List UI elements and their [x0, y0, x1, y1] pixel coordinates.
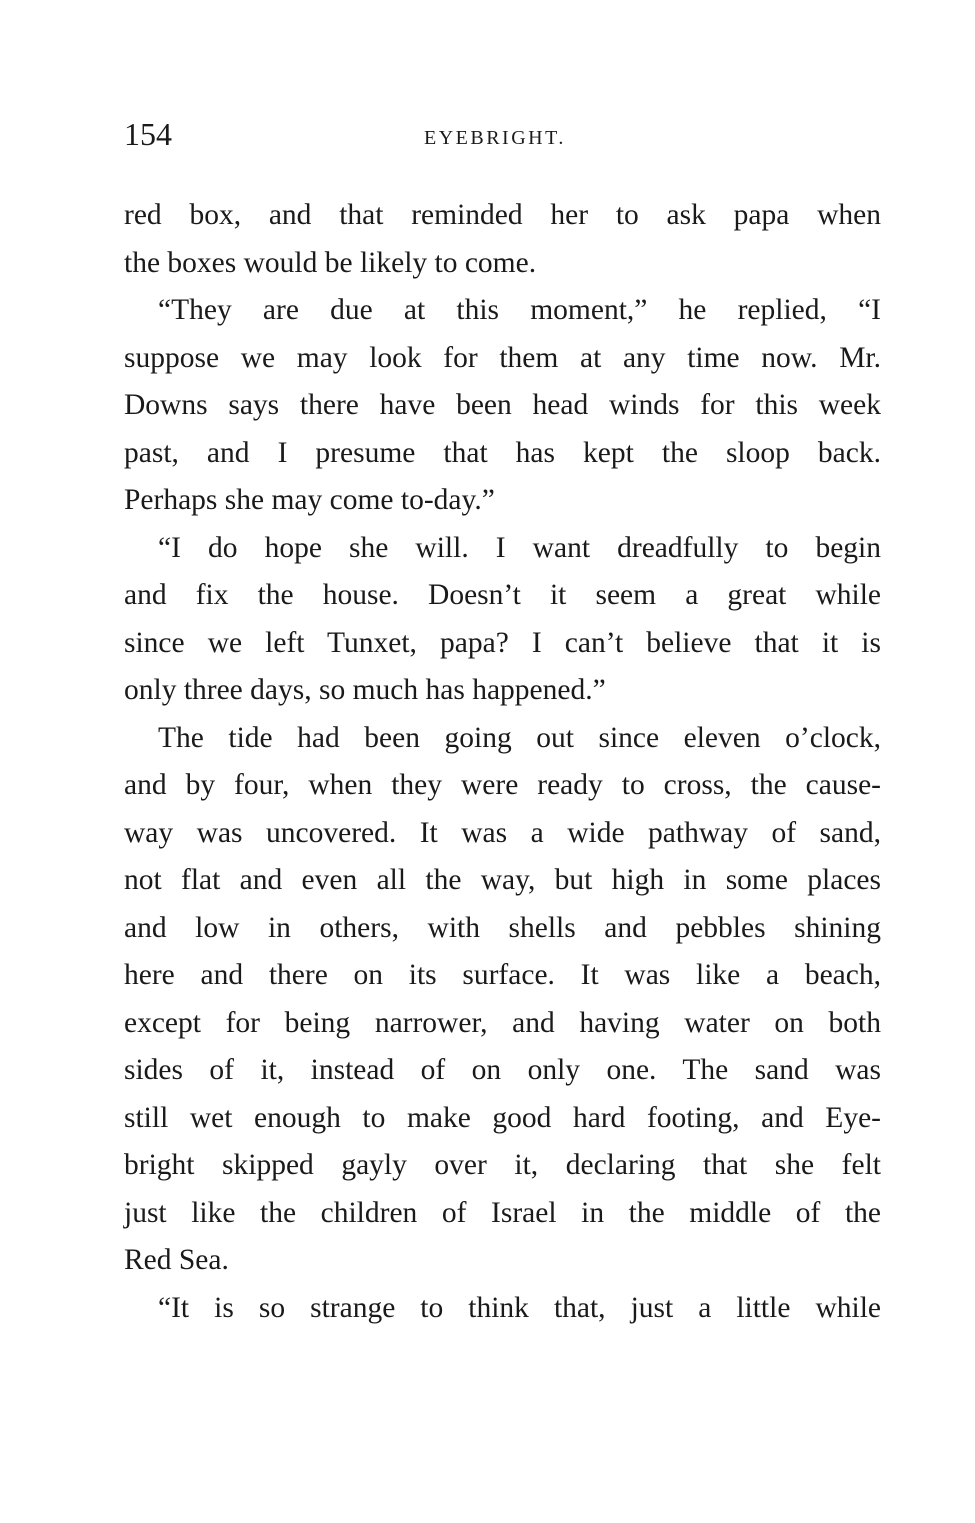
paragraph: [124, 287, 881, 525]
text-line: just like the children of Israel in the middle of the: [124, 1196, 881, 1229]
text-line: “They are due at this moment,” he replied, “I: [158, 294, 881, 326]
page-header: [124, 112, 884, 156]
text-line: Perhaps she may come to-day.”: [124, 484, 495, 516]
paragraph: [124, 1285, 881, 1333]
text-line: here and there on its surface. It was like a beach,: [124, 959, 881, 991]
text-line: Red Sea.: [124, 1244, 229, 1276]
text-line: past, and I presume that has kept the sloop back.: [124, 436, 881, 469]
text-line: not flat and even all the way, but high in some places: [124, 864, 881, 896]
paragraph: [124, 192, 881, 287]
text-line: except for being narrower, and having water on both: [124, 1006, 881, 1039]
text-line: The tide had been going out since eleven o’clock,: [158, 721, 881, 754]
text-line: red box, and that reminded her to ask papa when: [124, 199, 881, 231]
text-line: bright skipped gayly over it, declaring that she felt: [124, 1149, 881, 1181]
page-number: 154: [124, 116, 172, 152]
text-line: sides of it, instead of on only one. The sand was: [124, 1054, 881, 1086]
text-line: and fix the house. Doesn’t it seem a great while: [124, 579, 881, 611]
text-line: suppose we may look for them at any time now. Mr.: [124, 341, 881, 374]
text-line: the boxes would be likely to come.: [124, 246, 537, 279]
text-line: way was uncovered. It was a wide pathway of sand,: [124, 816, 881, 849]
text-line: Downs says there have been head winds for this week: [124, 389, 881, 421]
text-line: “I do hope she will. I want dreadfully to begin: [158, 531, 881, 564]
text-line: and low in others, with shells and pebbles shining: [124, 911, 881, 944]
body-text: [124, 192, 881, 1332]
text-line: only three days, so much has happened.”: [124, 674, 606, 706]
text-line: still wet enough to make good hard footing, and Eye-: [124, 1101, 881, 1134]
paragraph: [124, 525, 881, 715]
running-head: EYEBRIGHT.: [424, 127, 566, 149]
paragraph: [124, 715, 881, 1285]
text-line: “It is so strange to think that, just a little while: [158, 1291, 881, 1324]
text-line: and by four, when they were ready to cross, the cause-: [124, 769, 881, 801]
text-line: since we left Tunxet, papa? I can’t believe that it is: [124, 626, 881, 659]
